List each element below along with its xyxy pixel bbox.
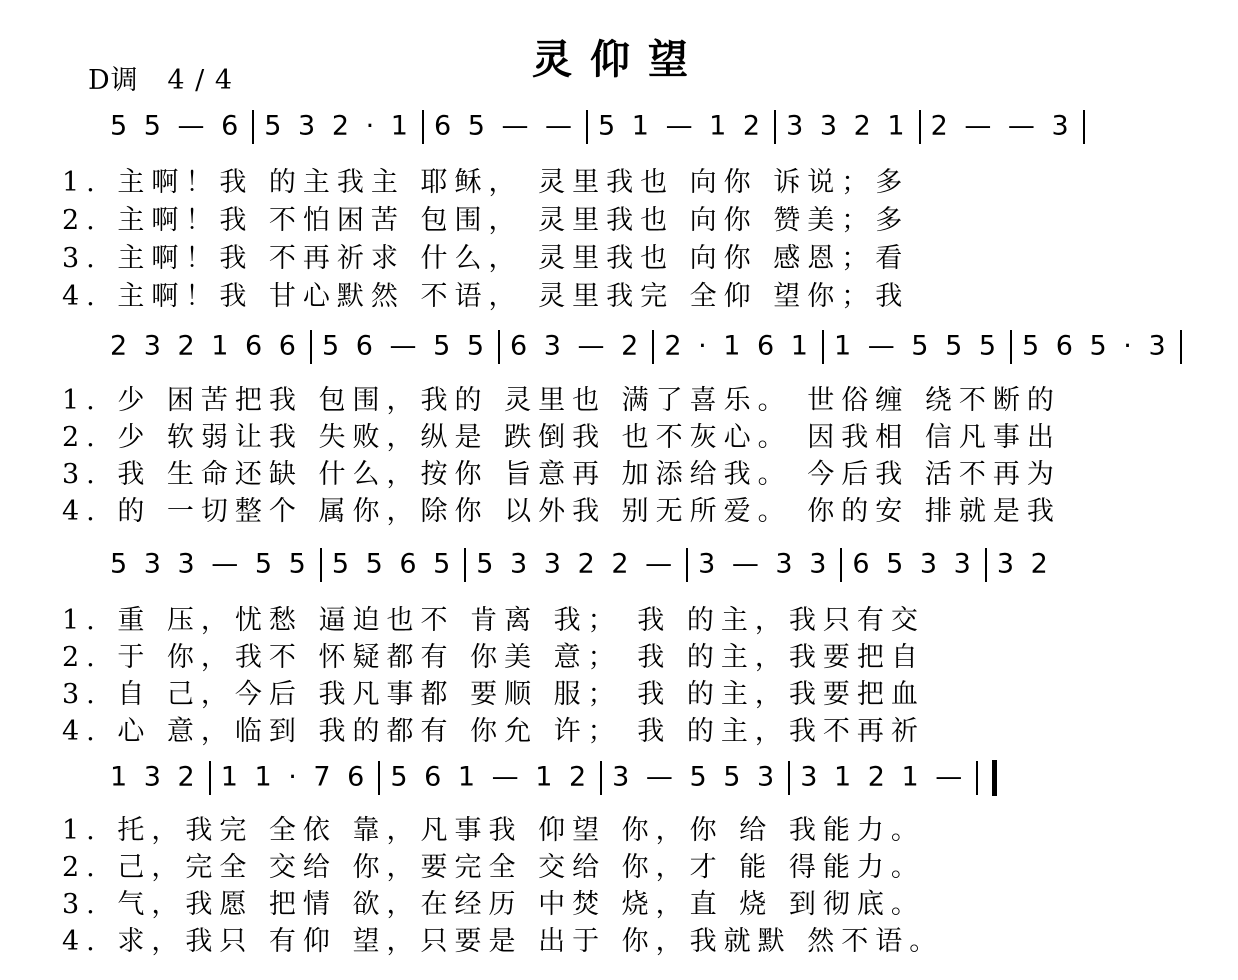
barline — [840, 548, 842, 582]
barline — [1083, 110, 1085, 144]
barline — [985, 548, 987, 582]
barline — [1180, 330, 1182, 364]
lyric-verse-4: 4. 的 一切整个 属你，除你 以外我 别无所爱。 你的安 排就是我 — [62, 496, 1061, 527]
lyric-verse-4: 4. 心 意，临到 我的都有 你允 许； 我 的主，我不再祈 — [62, 716, 925, 747]
measure: 5 1 — 1 2 — [598, 110, 765, 142]
barline — [652, 330, 654, 364]
barline — [320, 548, 322, 582]
measure: 1 1 · 7 6 — [220, 761, 369, 793]
measure: 5 3 3 2 2 — — [476, 548, 677, 580]
measure: 5 5 6 5 — [331, 548, 455, 580]
barline — [464, 548, 466, 582]
lyric-verse-2: 2. 己，完全 交给 你，要完全 交给 你，才 能 得能力。 — [62, 852, 925, 883]
barline — [1010, 330, 1012, 364]
barline — [498, 330, 500, 364]
notation-line — [110, 110, 1190, 152]
key-signature: D调 — [88, 65, 139, 96]
lyric-verse-2: 2. 少 软弱让我 失败，纵是 跌倒我 也不灰心。 因我相 信凡事出 — [62, 422, 1061, 453]
notation-line — [110, 330, 1190, 372]
barline — [919, 110, 921, 144]
barline — [600, 761, 602, 795]
barline — [422, 110, 424, 144]
barline — [209, 761, 211, 795]
measure: 5 6 5 · 3 — [1022, 330, 1170, 362]
measure: 2 — — 3 — [930, 110, 1073, 142]
measure: 3 — 5 5 3 — [612, 761, 779, 793]
song-title: 灵仰望 — [532, 37, 706, 83]
barline — [686, 548, 688, 582]
lyric-verse-2: 2. 于 你，我不 怀疑都有 你美 意； 我 的主，我要把自 — [62, 642, 925, 673]
barline — [310, 330, 312, 364]
lyric-verse-3: 3. 自 己，今后 我凡事都 要顺 服； 我 的主，我要把血 — [62, 679, 925, 710]
final-barline-thick — [992, 760, 997, 796]
measure: 6 5 — — — [433, 110, 577, 142]
lyric-verse-4: 4. 求，我只 有仰 望，只要是 出于 你，我就默 然不语。 — [62, 926, 944, 957]
barline — [252, 110, 254, 144]
lyric-verse-2: 2. 主啊！我 不怕困苦 包围， 灵里我也 向你 赞美；多 — [62, 205, 910, 236]
barline — [822, 330, 824, 364]
measure: 3 1 2 1 — — [800, 761, 967, 793]
lyric-verse-3: 3. 我 生命还缺 什么，按你 旨意再 加添给我。 今后我 活不再为 — [62, 459, 1061, 490]
notation-line — [110, 760, 1190, 802]
lyric-verse-1: 1. 主啊！我 的主我主 耶稣， 灵里我也 向你 诉说；多 — [62, 167, 910, 198]
barline — [586, 110, 588, 144]
measure: 5 3 2 · 1 — [264, 110, 412, 142]
lyric-verse-4: 4. 主啊！我 甘心默然 不语， 灵里我完 全仰 望你；我 — [62, 281, 910, 312]
measure: 1 — 5 5 5 — [833, 330, 1001, 362]
final-barline-thin — [976, 761, 978, 795]
lyric-verse-1: 1. 重 压，忧愁 逼迫也不 肯离 我； 我 的主，我只有交 — [62, 605, 925, 636]
key-time-signature — [88, 58, 233, 97]
measure: 3 2 — [996, 548, 1052, 580]
lyric-verse-3: 3. 气，我愿 把情 欲，在经历 中焚 烧，直 烧 到彻底。 — [62, 889, 925, 920]
lyric-verse-3: 3. 主啊！我 不再祈求 什么， 灵里我也 向你 感恩；看 — [62, 243, 910, 274]
time-signature: 4 / 4 — [167, 65, 234, 96]
lyric-verse-1: 1. 托，我完 全依 靠，凡事我 仰望 你，你 给 我能力。 — [62, 815, 925, 846]
measure: 6 5 3 3 — [852, 548, 975, 580]
measure: 2 · 1 6 1 — [664, 330, 812, 362]
measure: 2 3 2 1 6 6 — [110, 330, 300, 362]
measure: 6 3 — 2 — [510, 330, 643, 362]
measure: 5 5 — 6 — [110, 110, 243, 142]
lyric-verse-1: 1. 少 困苦把我 包围，我的 灵里也 满了喜乐。 世俗缠 绕不断的 — [62, 385, 1061, 416]
barline — [378, 761, 380, 795]
barline — [774, 110, 776, 144]
notation-line — [110, 548, 1190, 590]
measure: 1 3 2 — [110, 761, 199, 793]
measure: 3 — 3 3 — [698, 548, 831, 580]
measure: 3 3 2 1 — [786, 110, 909, 142]
barline — [788, 761, 790, 795]
measure: 5 6 — 5 5 — [321, 330, 489, 362]
measure: 5 6 1 — 1 2 — [390, 761, 591, 793]
measure: 5 3 3 — 5 5 — [110, 548, 310, 580]
